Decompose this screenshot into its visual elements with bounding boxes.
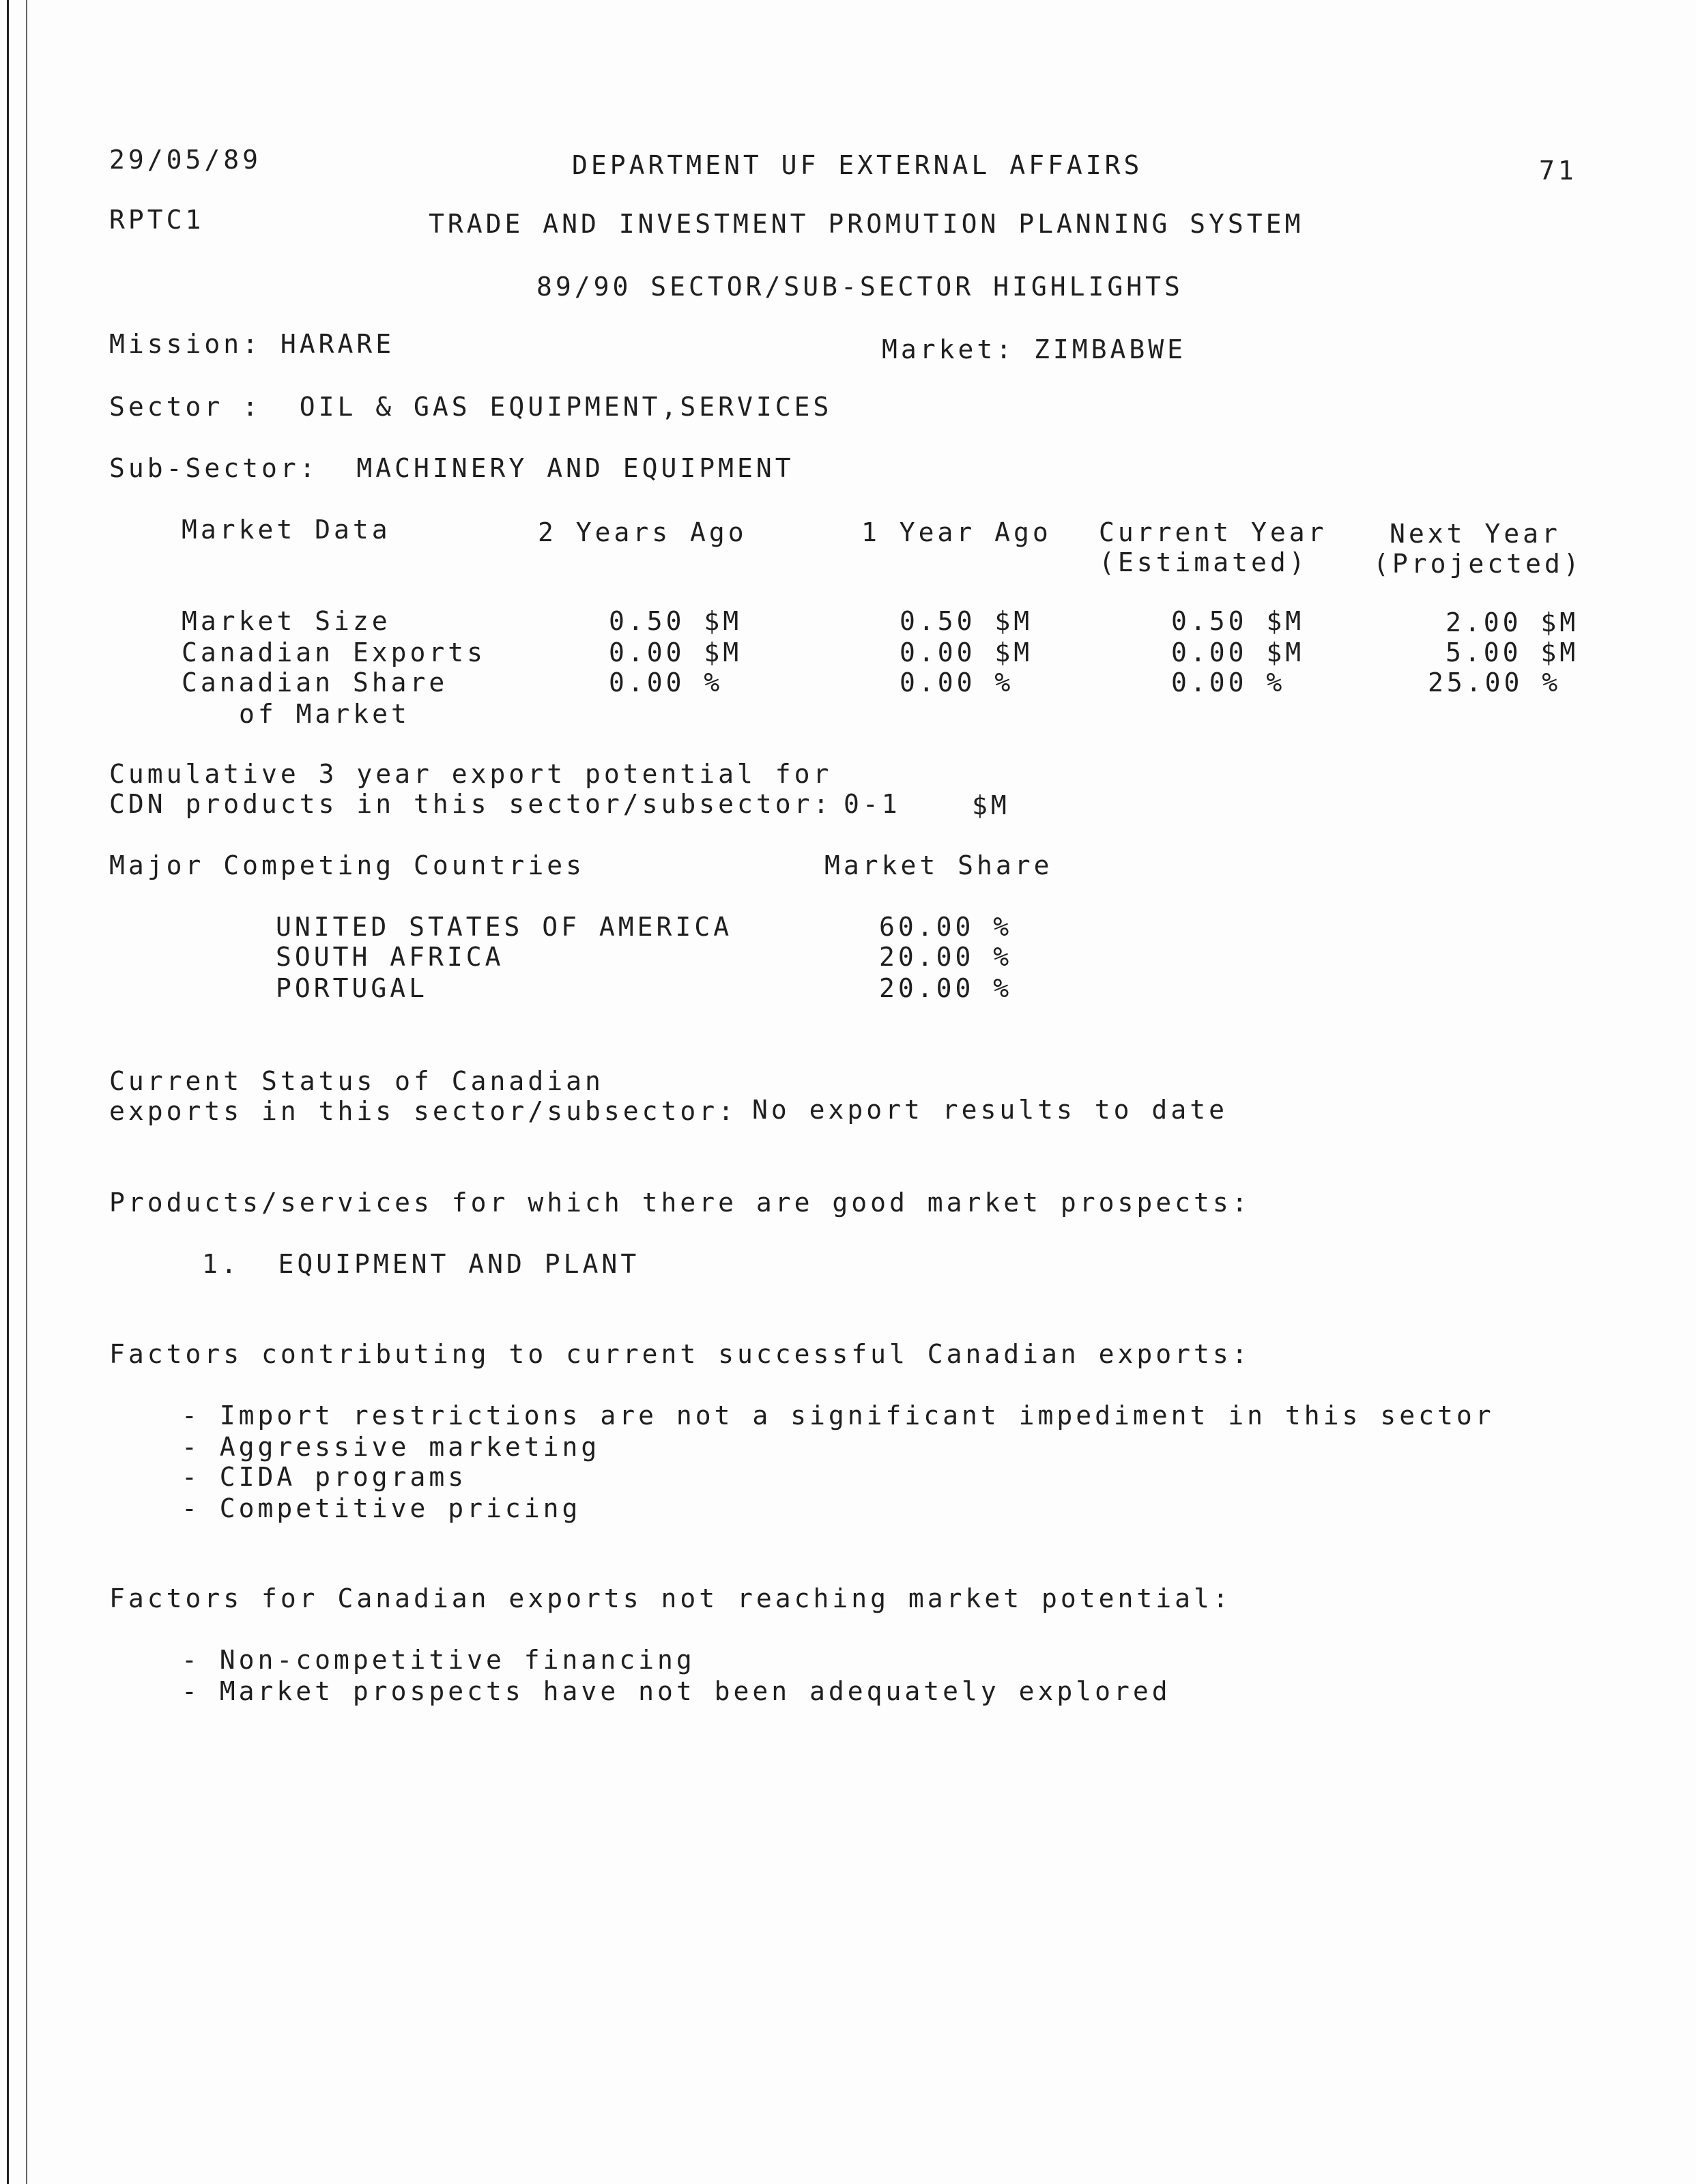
report-title: 89/90 SECTOR/SUB-SECTOR HIGHLIGHTS: [536, 272, 1183, 302]
competitor-country-3: PORTUGAL: [276, 973, 429, 1003]
potential-line-2: CDN products in this sector/subsector:: [109, 789, 833, 819]
cell-exports-current: 0.00 $M: [1171, 637, 1305, 667]
cell-market-size-next: 2.00 $M: [1446, 607, 1579, 637]
barrier-factors-heading: Factors for Canadian exports not reaching market potential:: [109, 1583, 1232, 1613]
row-label-market-size: Market Size: [182, 606, 391, 636]
cell-share-next: 25.00 %: [1428, 667, 1562, 698]
success-factor-3: - CIDA programs: [182, 1462, 468, 1492]
cell-market-size-1y: 0.50 $M: [900, 606, 1033, 636]
table-header-next-year: Next Year: [1390, 519, 1561, 549]
status-value: No export results to date: [752, 1095, 1228, 1125]
row-label-of-market: of Market: [239, 699, 410, 729]
cell-share-1y: 0.00 %: [900, 667, 1014, 698]
cell-market-size-current: 0.50 $M: [1171, 606, 1305, 636]
competitor-share-3: 20.00 %: [879, 973, 1013, 1003]
table-header-current-year: Current Year: [1099, 517, 1327, 547]
cell-exports-next: 5.00 $M: [1446, 637, 1579, 667]
table-header-estimated: (Estimated): [1099, 547, 1308, 577]
cell-share-2y: 0.00 %: [609, 667, 723, 698]
table-header-2-years-ago: 2 Years Ago: [538, 517, 747, 547]
potential-value: 0-1: [844, 789, 901, 819]
success-factors-heading: Factors contributing to current successful Canadian exports:: [109, 1339, 1251, 1369]
cell-market-size-2y: 0.50 $M: [609, 606, 743, 636]
table-header-projected: (Projected): [1373, 549, 1583, 579]
competitor-share-1: 60.00 %: [879, 912, 1013, 942]
competitors-share-heading: Market Share: [824, 850, 1053, 880]
potential-unit: $M: [972, 790, 1010, 820]
sector-label: Sector : OIL & GAS EQUIPMENT,SERVICES: [109, 392, 833, 422]
report-date: 29/05/89: [109, 145, 262, 175]
status-line-1: Current Status of Canadian: [109, 1066, 604, 1096]
competitors-heading: Major Competing Countries: [109, 850, 585, 880]
page-edge-line: [7, 0, 9, 2184]
page-edge-line-inner: [26, 0, 27, 2184]
cell-share-current: 0.00 %: [1171, 667, 1286, 698]
status-line-2: exports in this sector/subsector:: [109, 1096, 737, 1126]
row-label-canadian-exports: Canadian Exports: [182, 637, 487, 667]
report-code: RPTC1: [109, 205, 205, 235]
table-header-label: Market Data: [182, 515, 391, 545]
competitor-share-2: 20.00 %: [879, 942, 1013, 972]
barrier-factor-2: - Market prospects have not been adequately explored: [182, 1676, 1171, 1706]
barrier-factor-1: - Non-competitive financing: [182, 1645, 695, 1675]
cell-exports-2y: 0.00 $M: [609, 637, 743, 667]
row-label-canadian-share: Canadian Share: [182, 667, 448, 698]
cell-exports-1y: 0.00 $M: [900, 637, 1033, 667]
prospect-item-1: 1. EQUIPMENT AND PLANT: [202, 1249, 640, 1279]
competitor-country-2: SOUTH AFRICA: [276, 942, 504, 972]
market-label: Market: ZIMBABWE: [882, 334, 1187, 364]
sub-sector-label: Sub-Sector: MACHINERY AND EQUIPMENT: [109, 453, 794, 483]
table-header-1-year-ago: 1 Year Ago: [861, 517, 1052, 547]
success-factor-2: - Aggressive marketing: [182, 1432, 601, 1462]
page-number: 71: [1539, 156, 1577, 186]
mission-label: Mission: HARARE: [109, 329, 395, 359]
system-name: TRADE AND INVESTMENT PROMUTION PLANNING SYSTEM: [429, 209, 1304, 239]
department-title: DEPARTMENT UF EXTERNAL AFFAIRS: [572, 150, 1143, 180]
competitor-country-1: UNITED STATES OF AMERICA: [276, 912, 733, 942]
success-factor-1: - Import restrictions are not a significant impediment in this sector: [182, 1400, 1495, 1431]
success-factor-4: - Competitive pricing: [182, 1493, 581, 1523]
potential-line-1: Cumulative 3 year export potential for: [109, 759, 833, 789]
prospects-heading: Products/services for which there are good market prospects:: [109, 1188, 1251, 1218]
